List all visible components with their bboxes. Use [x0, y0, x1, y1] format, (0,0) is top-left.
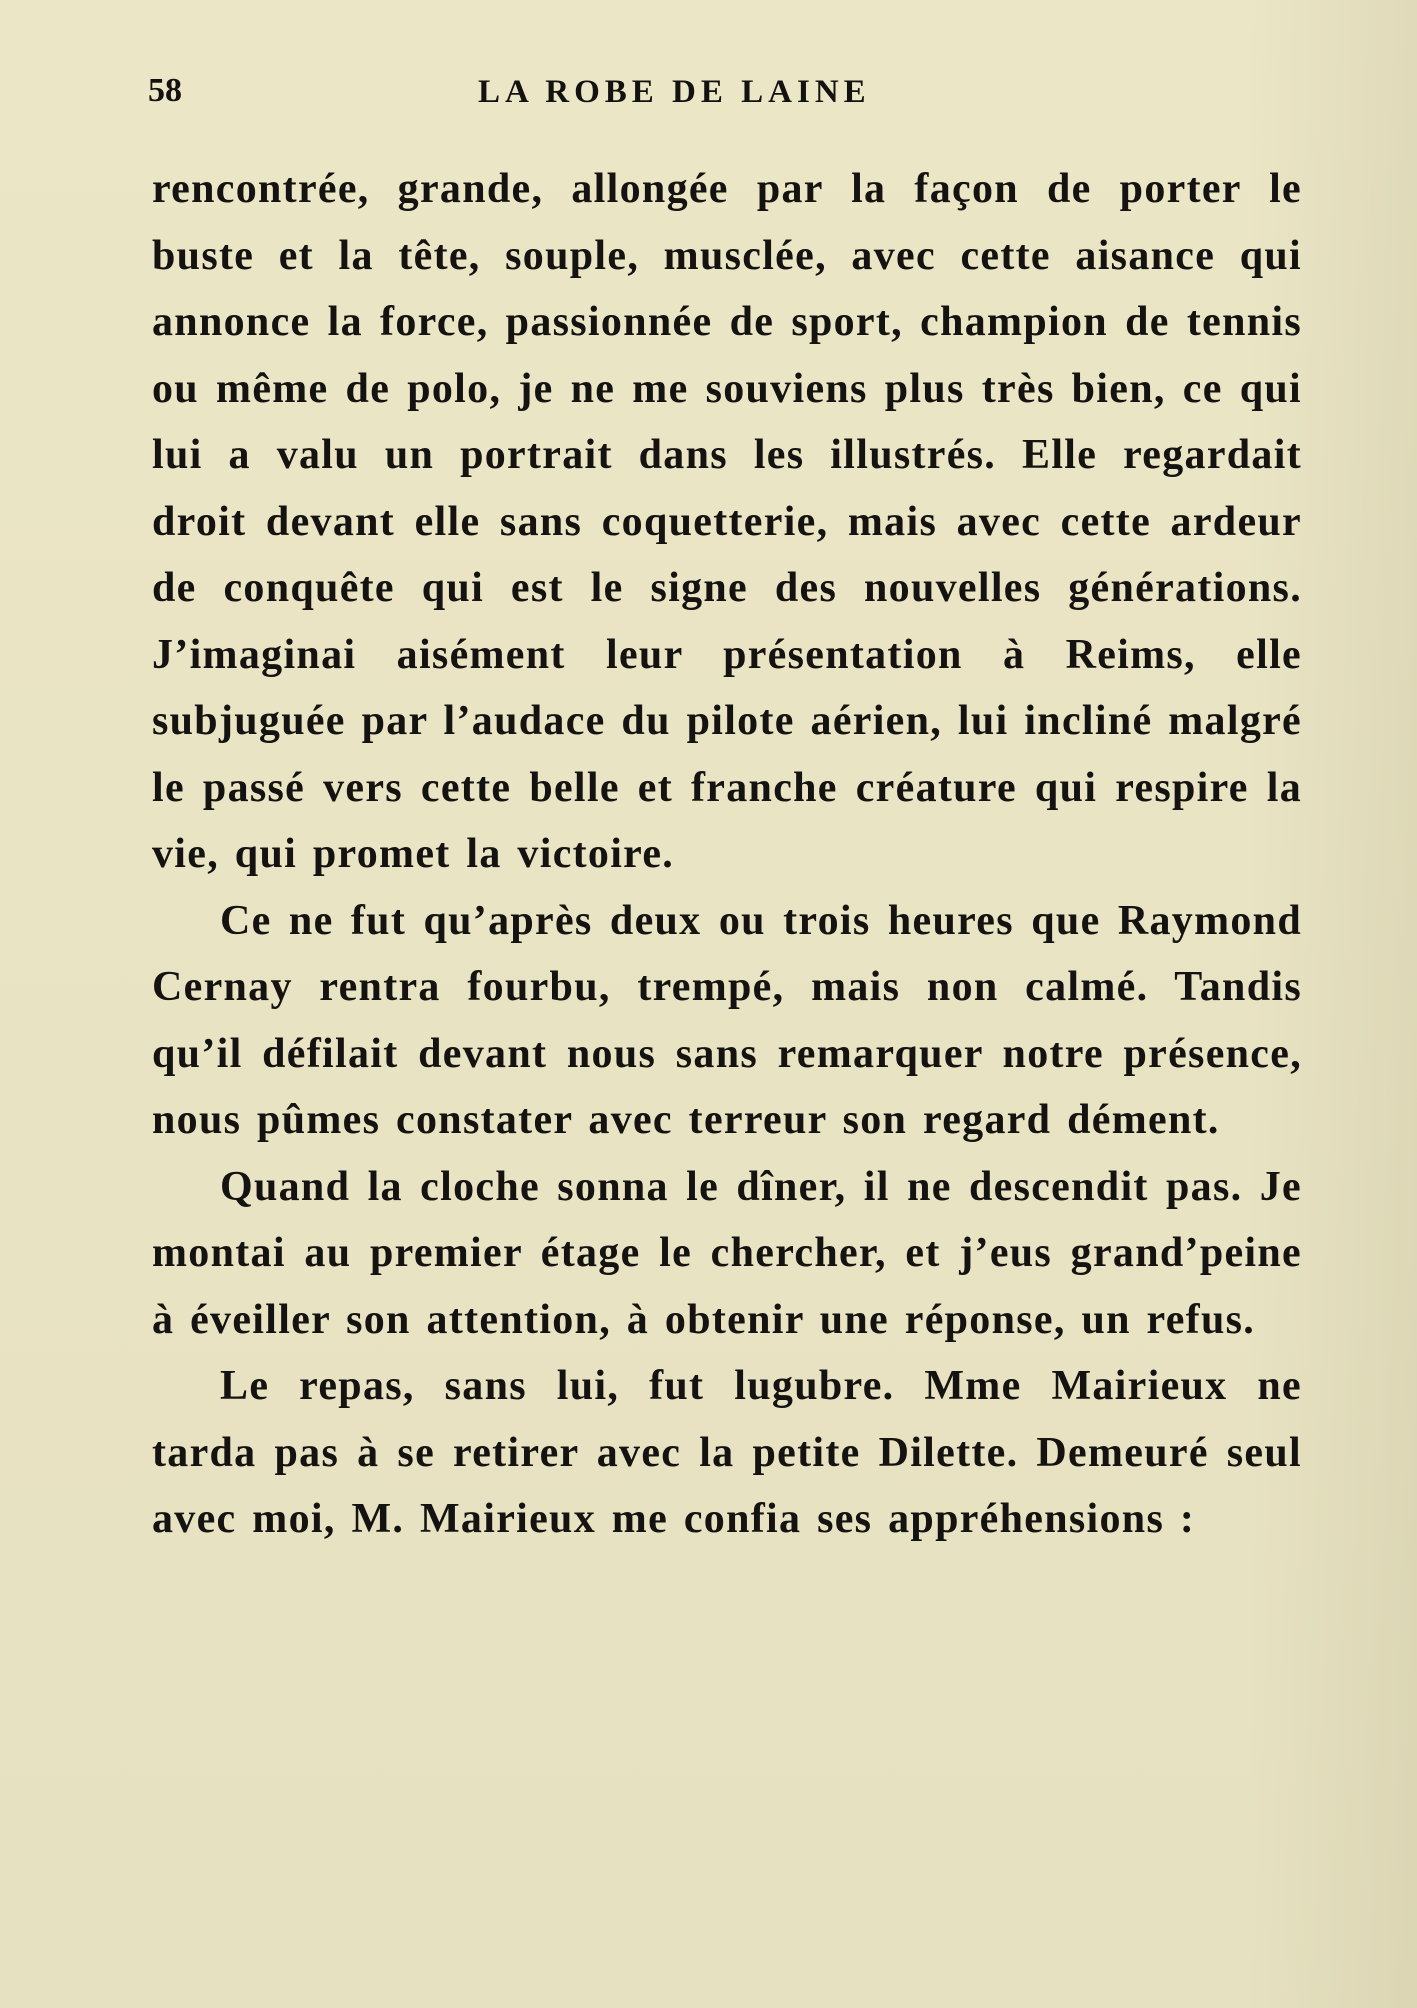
paragraph: Quand la cloche sonna le dîner, il ne descendit pas. Je montai au premier étage le chercher, et j’eus grand’peine à éveiller son attention, à obtenir une réponse, un refus.	[152, 1163, 1302, 1343]
page-header	[148, 72, 1308, 122]
paragraph-continuation: rencontrée, grande, allongée par la façon de porter le buste et la tête, souple, musclée, avec cette aisance qui annonce la force, passionnée de sport, champion de tennis ou même de polo, je ne me souviens plus très bien, ce qui lui a valu un portrait dans les illustrés. Elle regardait droit devant elle sans coquetterie, mais avec cette ardeur de conquête qui est le signe des nouvelles générations. J’imaginai aisément leur présentation à Reims, elle subjuguée par l’audace du pilote aérien, lui incliné malgré le passé vers cette belle et franche créature qui respire la vie, qui promet la victoire.	[152, 166, 1302, 877]
page-number: 58	[148, 72, 182, 109]
page-body	[152, 156, 1302, 1553]
running-title: LA ROBE DE LAINE	[478, 74, 871, 110]
paragraph: Le repas, sans lui, fut lugubre. Mme Mairieux ne tarda pas à se retirer avec la petite Dilette. Demeuré seul avec moi, M. Mairieux me confia ses appréhensions :	[152, 1363, 1302, 1542]
paragraph: Ce ne fut qu’après deux ou trois heures que Raymond Cernay rentra fourbu, trempé, mais non calmé. Tandis qu’il défilait devant nous sans remarquer notre présence, nous pûmes constater avec terreur son regard dément.	[152, 897, 1302, 1143]
